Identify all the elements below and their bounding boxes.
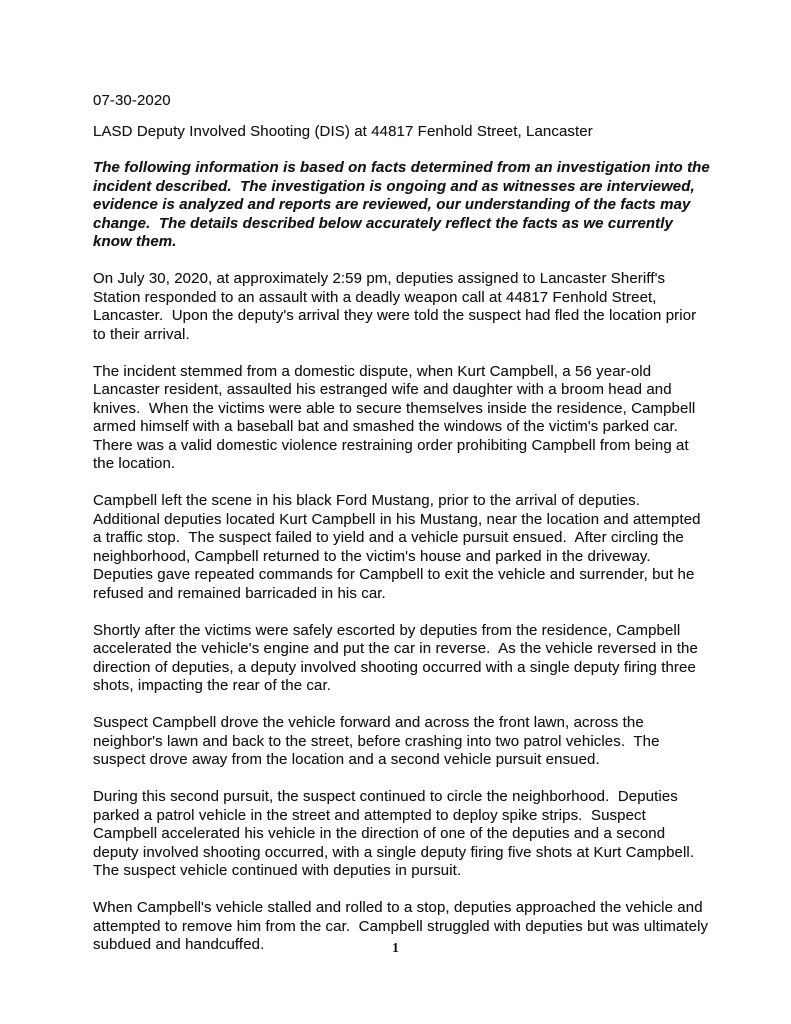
body-paragraph-7: When Campbell's vehicle stalled and rolled to a stop, deputies approached the vehicle and attempted to remove him from the car. Campbell struggled with deputies but was ultimately subdued and handcuffed. [93,899,713,953]
body-paragraph-4: Shortly after the victims were safely escorted by deputies from the residence, Campbell accelerated the vehicle's engine and put the car in reverse. As the vehicle reversed in the direction of deputies, a deputy involved shooting occurred with a single deputy firing three shots, impacting the rear of the car. [93,621,703,694]
page-number: 1 [392,941,399,956]
body-paragraph-2: The incident stemmed from a domestic dispute, when Kurt Campbell, a 56 year-old Lancaster resident, assaulted his estranged wife and daughter with a broom head and knives. When the victims were able to secure themselves inside the residence, Campbell armed himself with a baseball bat and smashed the windows of the victim's parked car. There was a valid domestic violence restraining order prohibiting Campbell from being at the location. [93,362,700,472]
document-disclaimer: The following information is based on facts determined from an investigation into the incident described. The investigation is ongoing and as witnesses are interviewed, evidence is analyzed and reports are reviewed, our understanding of the facts may change. The details described below accurately reflect the facts as we currently know them. [93,159,715,250]
document-date: 07-30-2020 [93,92,171,109]
body-paragraph-6: During this second pursuit, the suspect continued to circle the neighborhood. Deputies parked a patrol vehicle in the street and attempted to deploy spike strips. Suspect Campbell accelerated his vehicle in the direction of one of the deputies and a second deputy involved shooting occurred, with a single deputy firing five shots at Kurt Campbell. The suspect vehicle continued with deputies in pursuit. [93,788,703,879]
body-paragraph-1: On July 30, 2020, at approximately 2:59 pm, deputies assigned to Lancaster Sheriff's Station responded to an assault with a deadly weapon call at 44817 Fenhold Street, Lancaster. Upon the deputy's arrival they were told the suspect had fled the location prior to their arrival. [93,270,701,343]
body-paragraph-5: Suspect Campbell drove the vehicle forward and across the front lawn, across the neighbor's lawn and back to the street, before crashing into two patrol vehicles. The suspect drove away from the location and a second vehicle pursuit ensued. [93,714,664,768]
body-paragraph-3: Campbell left the scene in his black Ford Mustang, prior to the arrival of deputies. Additional deputies located Kurt Campbell in his Mustang, near the location and attempted a traffic stop. The suspect failed to yield and a vehicle pursuit ensued. After circling the neighborhood, Campbell returned to the victim's house and parked in the driveway. Deputies gave repeated commands for Campbell to exit the vehicle and surrender, but he refused and remained barricaded in his car. [93,492,705,602]
document-title: LASD Deputy Involved Shooting (DIS) at 44817 Fenhold Street, Lancaster [93,122,593,140]
